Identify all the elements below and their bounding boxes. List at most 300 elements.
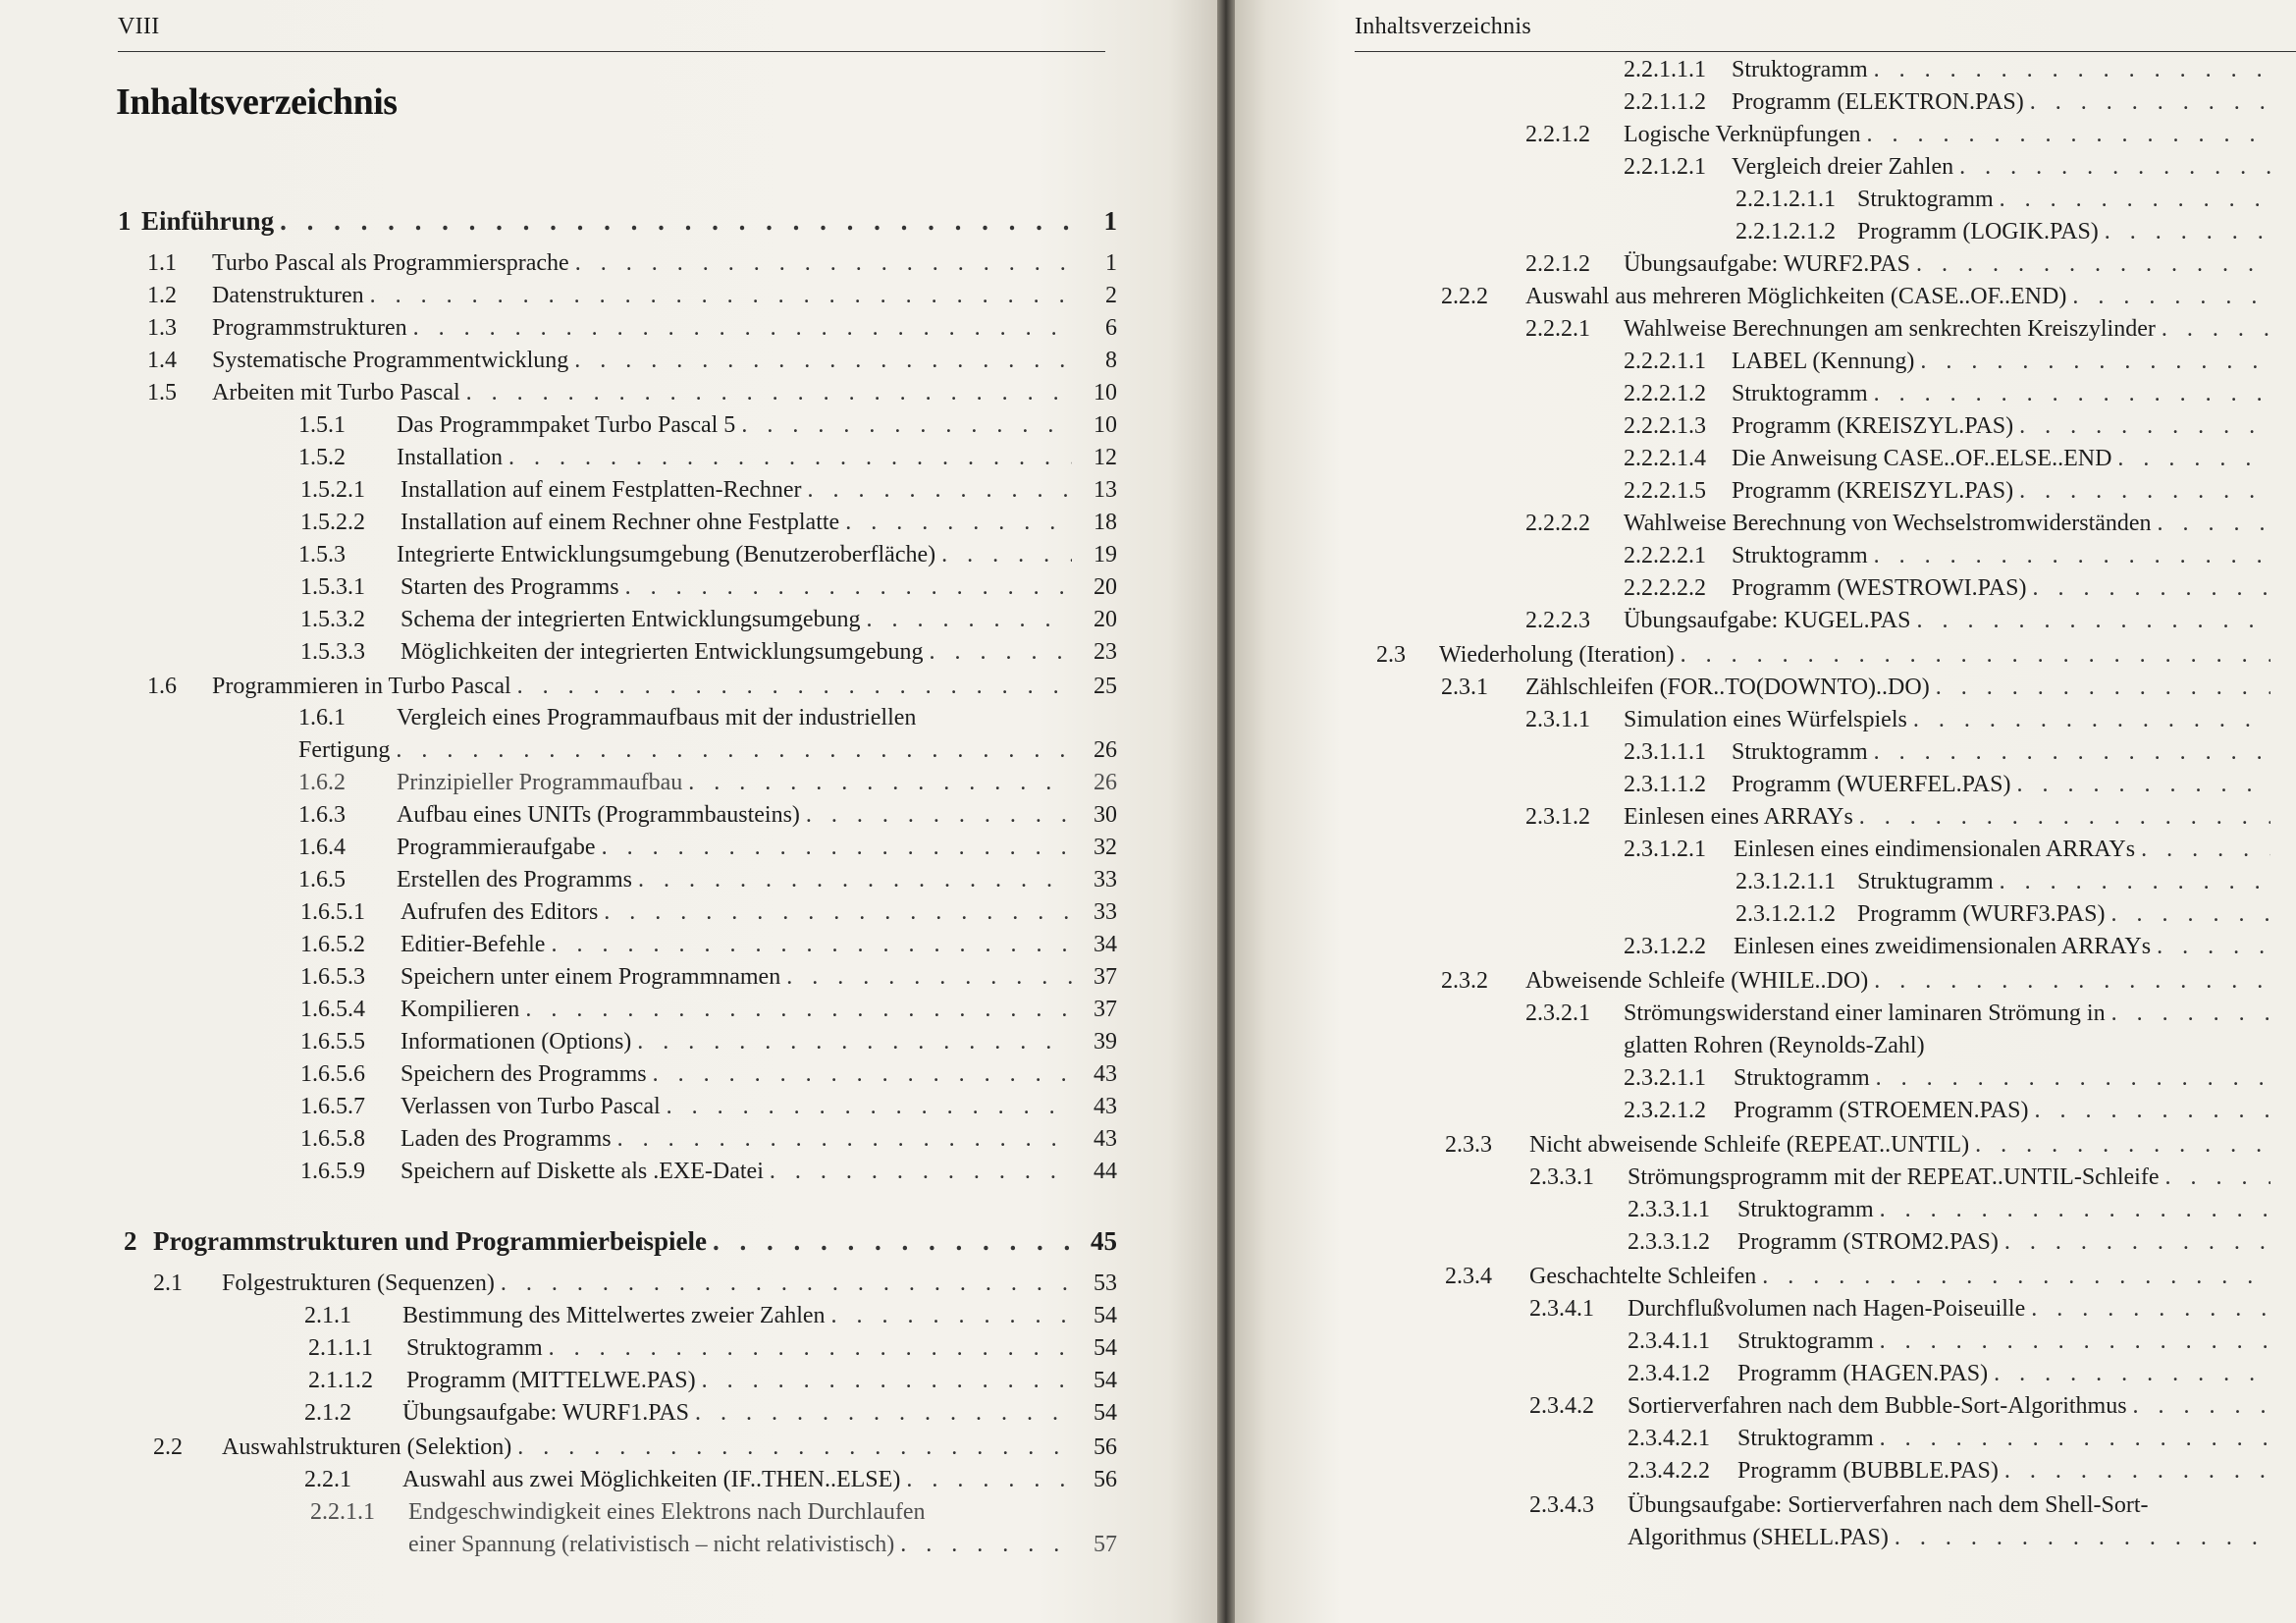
leader-dots xyxy=(549,1335,1072,1362)
toc-page-number: 54 xyxy=(1094,1400,1117,1426)
leader-dots xyxy=(702,1368,1072,1394)
leader-dots xyxy=(1975,1132,2270,1159)
toc-entry-title: Laden des Programms xyxy=(400,1126,612,1152)
toc-entry-title: Schema der integrierten Entwicklungsumgebung xyxy=(400,607,861,632)
toc-entry-title: Speichern auf Diskette als .EXE-Datei xyxy=(400,1159,764,1184)
leader-dots xyxy=(396,737,1072,764)
toc-entry-number: 2.3.1 xyxy=(1441,675,1488,700)
toc-entry xyxy=(300,477,1117,509)
toc-entry-title: Auswahlstrukturen (Selektion) xyxy=(222,1434,512,1460)
toc-entry-number: 1.3 xyxy=(147,315,177,341)
toc-entry-title: Starten des Programms xyxy=(400,574,619,600)
toc-entry xyxy=(1441,675,2296,706)
toc-entry xyxy=(300,1029,1117,1060)
toc-entry xyxy=(1624,413,2296,445)
leader-dots xyxy=(867,607,1072,633)
toc-entry-number: 2.2.2.2.2 xyxy=(1624,575,1706,601)
leader-dots xyxy=(1681,642,2270,669)
toc-entry-title: Simulation eines Würfelspiels xyxy=(1624,707,1907,732)
toc-entry xyxy=(300,607,1117,638)
toc-page-number: 6 xyxy=(1105,315,1117,341)
toc-page-number: 8 xyxy=(1105,348,1117,373)
leader-dots xyxy=(2133,1393,2270,1420)
toc-entry-number: 2.2.1.2 xyxy=(1525,251,1590,277)
toc-entry xyxy=(1628,1426,2296,1457)
toc-entry-title: Geschachtelte Schleifen xyxy=(1529,1264,1757,1289)
toc-entry xyxy=(1525,122,2296,153)
toc-entry-title: Prinzipieller Programmaufbau xyxy=(397,770,683,795)
toc-entry-title: Fertigung xyxy=(298,737,391,763)
toc-entry-title: Nicht abweisende Schleife (REPEAT..UNTIL) xyxy=(1529,1132,1970,1158)
toc-entry-number: 2.2.1.1.2 xyxy=(1624,89,1706,115)
toc-entry-number: 1.6.5.9 xyxy=(300,1159,365,1184)
toc-entry-number: 1.5.3.1 xyxy=(300,574,365,600)
toc-entry xyxy=(300,510,1117,541)
toc-entry-number: 1.1 xyxy=(147,250,177,276)
leader-dots xyxy=(2141,837,2270,863)
toc-entry-number: 2.3.1.2.1.2 xyxy=(1735,901,1836,927)
toc-entry-title: Programm (MITTELWE.PAS) xyxy=(406,1368,696,1393)
toc-page-number: 34 xyxy=(1094,932,1117,957)
toc-entry-number: 2.1.1.1 xyxy=(308,1335,373,1361)
toc-page-number: 53 xyxy=(1094,1271,1117,1296)
toc-page-number: 2 xyxy=(1105,283,1117,308)
toc-entry-number: 1.6 xyxy=(147,674,177,699)
toc-entry xyxy=(1628,1458,2296,1489)
toc-page-number: 54 xyxy=(1094,1368,1117,1393)
toc-page-number: 56 xyxy=(1094,1434,1117,1460)
toc-entry-title: glatten Rohren (Reynolds-Zahl) xyxy=(1624,1033,1925,1058)
toc-entry-number: 2.3.2.1.2 xyxy=(1624,1098,1706,1123)
toc-entry-title: Integrierte Entwicklungsumgebung (Benutzeroberfläche) xyxy=(397,542,936,568)
leader-dots xyxy=(2004,1458,2270,1485)
toc-entry-number: 1.6.5.1 xyxy=(300,899,365,925)
toc-page-number: 26 xyxy=(1094,770,1117,795)
toc-entry xyxy=(298,445,1117,476)
toc-entry-number: 2.2.2.1 xyxy=(1525,316,1590,342)
toc-entry-title: Struktogramm xyxy=(1732,57,1868,82)
leader-dots xyxy=(713,1226,1072,1257)
leader-dots xyxy=(1859,804,2270,831)
leader-dots xyxy=(2016,772,2270,798)
toc-entry-title: Abweisende Schleife (WHILE..DO) xyxy=(1525,968,1869,994)
toc-entry-title: Speichern des Programms xyxy=(400,1061,647,1087)
toc-entry-number: 1.5.3 xyxy=(298,542,346,568)
toc-page-number: 37 xyxy=(1094,997,1117,1022)
leader-dots xyxy=(602,835,1072,861)
toc-entry-title: Übungsaufgabe: WURF1.PAS xyxy=(402,1400,690,1426)
leader-dots xyxy=(1874,381,2270,407)
toc-page-number: 1 xyxy=(1103,206,1117,236)
toc-page-number: 10 xyxy=(1094,380,1117,406)
toc-entry-title: Einlesen eines zweidimensionalen ARRAYs xyxy=(1734,934,2152,959)
toc-entry xyxy=(304,1400,1117,1432)
toc-entry-title: Bestimmung des Mittelwertes zweier Zahlen xyxy=(402,1303,826,1328)
toc-entry-title: Editier-Befehle xyxy=(400,932,546,957)
toc-entry-title: Arbeiten mit Turbo Pascal xyxy=(212,380,460,406)
toc-page-number: 10 xyxy=(1094,412,1117,438)
toc-page-number: 54 xyxy=(1094,1335,1117,1361)
toc-entry-number: 1.5.2.2 xyxy=(300,510,365,535)
toc-page-number: 18 xyxy=(1094,510,1117,535)
toc-entry-number: 1.6.5.3 xyxy=(300,964,365,990)
toc-entry xyxy=(1624,837,2296,868)
toc-entry-number: 2.2.1 xyxy=(304,1467,351,1492)
toc-entry xyxy=(1735,869,2296,900)
toc-entry-number: 2.3.1.2 xyxy=(1525,804,1590,830)
toc-entry-title: Programm (HAGEN.PAS) xyxy=(1737,1361,1989,1386)
toc-entry-number: 2.3.4.3 xyxy=(1529,1492,1594,1518)
toc-entry xyxy=(298,737,1117,769)
toc-entry xyxy=(1529,1296,2296,1327)
toc-entry-number: 2.2.2.1.5 xyxy=(1624,478,1706,504)
toc-entry-title: Struktogramm xyxy=(1737,1197,1874,1222)
toc-entry xyxy=(298,705,1117,736)
toc-page-number: 43 xyxy=(1094,1126,1117,1152)
leader-dots xyxy=(551,932,1072,958)
toc-entry-title: Struktogramm xyxy=(1732,381,1868,406)
toc-chapter-entry xyxy=(118,206,1117,238)
toc-entry-number: 2.2.2.2.1 xyxy=(1624,543,1706,568)
toc-entry-number: 2.2.2.1.4 xyxy=(1624,446,1706,471)
toc-page-number: 20 xyxy=(1094,607,1117,632)
toc-page-number: 25 xyxy=(1094,674,1117,699)
leader-dots xyxy=(900,1532,1072,1558)
toc-entry xyxy=(1445,1132,2296,1163)
toc-entry-number: 2.1.2 xyxy=(304,1400,351,1426)
toc-entry-number: 1.6.5.6 xyxy=(300,1061,365,1087)
toc-entry-number: 1.6.5.5 xyxy=(300,1029,365,1055)
toc-entry-title: Installation auf einem Festplatten-Rechner xyxy=(400,477,802,503)
leader-dots xyxy=(1959,154,2270,181)
toc-entry-title: Datenstrukturen xyxy=(212,283,364,308)
leader-dots xyxy=(1880,1426,2270,1452)
leader-dots xyxy=(2105,219,2270,245)
leader-dots xyxy=(466,380,1072,406)
toc-page-number: 57 xyxy=(1094,1532,1117,1557)
toc-entry xyxy=(310,1499,1117,1531)
toc-entry xyxy=(1525,1001,2296,1032)
toc-entry-number: 1.5.3.2 xyxy=(300,607,365,632)
toc-entry-title: Wahlweise Berechnungen am senkrechten Kreiszylinder xyxy=(1624,316,2156,342)
leader-dots xyxy=(1880,1197,2270,1223)
toc-entry xyxy=(298,835,1117,866)
toc-entry-number: 1.6.1 xyxy=(298,705,346,730)
toc-entry xyxy=(1624,934,2296,965)
toc-entry-number: 2.3.4.2 xyxy=(1529,1393,1594,1419)
toc-page-number: 12 xyxy=(1094,445,1117,470)
toc-entry xyxy=(147,315,1117,347)
toc-page-number: 32 xyxy=(1094,835,1117,860)
toc-entry xyxy=(1735,219,2296,250)
leader-dots xyxy=(1874,57,2270,83)
right-page xyxy=(1235,0,2296,1623)
toc-entry-number: 2.2.2.2 xyxy=(1525,511,1590,536)
toc-entry xyxy=(300,1061,1117,1093)
toc-entry xyxy=(300,997,1117,1028)
toc-page-number: 43 xyxy=(1094,1094,1117,1119)
toc-entry-title: Informationen (Options) xyxy=(400,1029,632,1055)
toc-entry-number: 2.3.4.2.2 xyxy=(1628,1458,1710,1484)
toc-entry xyxy=(1525,707,2296,738)
toc-entry-title: Durchflußvolumen nach Hagen-Poiseuille xyxy=(1628,1296,2026,1322)
toc-entry-number: 1.6.3 xyxy=(298,802,346,828)
toc-entry xyxy=(304,1303,1117,1334)
leader-dots xyxy=(667,1094,1072,1120)
toc-entry-number: 2.2.2 xyxy=(1441,284,1488,309)
toc-entry-number: 1.6.4 xyxy=(298,835,346,860)
toc-entry-title: Übungsaufgabe: WURF2.PAS xyxy=(1624,251,1911,277)
toc-entry-number: 1.6.5.7 xyxy=(300,1094,365,1119)
left-running-head: VIII xyxy=(118,14,160,39)
toc-entry-title: Installation xyxy=(397,445,503,470)
toc-entry-number: 2.3 xyxy=(1376,642,1406,668)
leader-dots xyxy=(517,1434,1072,1461)
page-title: Inhaltsverzeichnis xyxy=(116,81,398,123)
toc-entry-number: 2.2.2.1.3 xyxy=(1624,413,1706,439)
toc-entry-title: Aufbau eines UNITs (Programmbausteins) xyxy=(397,802,800,828)
toc-entry xyxy=(1624,575,2296,607)
toc-entry-title: Struktogramm xyxy=(406,1335,543,1361)
leader-dots xyxy=(501,1271,1072,1297)
toc-page-number: 44 xyxy=(1094,1159,1117,1184)
toc-entry xyxy=(1529,1393,2296,1425)
leader-dots xyxy=(370,283,1072,309)
toc-entry-title: Auswahl aus zwei Möglichkeiten (IF..THEN..ELSE) xyxy=(402,1467,901,1492)
leader-dots xyxy=(2030,89,2270,116)
toc-entry-title: Installation auf einem Rechner ohne Festplatte xyxy=(400,510,840,535)
toc-entry-title: Kompilieren xyxy=(400,997,520,1022)
leader-dots xyxy=(2072,284,2270,310)
leader-dots xyxy=(806,802,1072,829)
leader-dots xyxy=(2000,869,2270,895)
leader-dots xyxy=(695,1400,1072,1427)
toc-entry xyxy=(298,770,1117,801)
toc-entry-number: 2.3.3 xyxy=(1445,1132,1492,1158)
toc-entry-title: Programm (KREISZYL.PAS) xyxy=(1732,478,2014,504)
toc-entry-number: 2.2.1.1 xyxy=(310,1499,375,1525)
toc-entry-number: 2 xyxy=(124,1226,137,1256)
toc-page-number: 19 xyxy=(1094,542,1117,568)
right-running-head: Inhaltsverzeichnis xyxy=(1355,14,1531,39)
toc-entry-title: Übungsaufgabe: Sortierverfahren nach dem Shell-Sort- xyxy=(1628,1492,2149,1518)
toc-entry xyxy=(1628,1229,2296,1261)
toc-entry xyxy=(1624,349,2296,380)
right-header-rule xyxy=(1355,51,2296,52)
toc-entry-number: 2.3.1.1.1 xyxy=(1624,739,1706,765)
leader-dots xyxy=(786,964,1072,991)
toc-entry xyxy=(1624,1065,2296,1097)
toc-entry-title: Vergleich eines Programmaufbaus mit der industriellen xyxy=(397,705,917,730)
leader-dots xyxy=(413,315,1072,342)
toc-entry-number: 2.1.1 xyxy=(304,1303,351,1328)
leader-dots xyxy=(575,250,1072,277)
toc-entry-number: 2.2.1.1.1 xyxy=(1624,57,1706,82)
toc-entry-number: 2.3.4.1.1 xyxy=(1628,1328,1710,1354)
toc-entry-number: 2.3.3.1.1 xyxy=(1628,1197,1710,1222)
toc-entry-title: Speichern unter einem Programmnamen xyxy=(400,964,781,990)
leader-dots xyxy=(2162,316,2270,343)
leader-dots xyxy=(831,1303,1072,1329)
leader-dots xyxy=(2157,934,2270,960)
leader-dots xyxy=(2110,901,2270,928)
toc-page-number: 23 xyxy=(1094,639,1117,665)
toc-entry xyxy=(1624,89,2296,121)
toc-entry-title: Struktugramm xyxy=(1857,869,1994,894)
toc-page-number: 20 xyxy=(1094,574,1117,600)
toc-entry-title: Sortierverfahren nach dem Bubble-Sort-Algorithmus xyxy=(1628,1393,2127,1419)
toc-entry xyxy=(300,639,1117,671)
toc-entry xyxy=(1525,511,2296,542)
toc-entry-number: 2.3.4.1.2 xyxy=(1628,1361,1710,1386)
toc-entry-title: Strömungsprogramm mit der REPEAT..UNTIL-Schleife xyxy=(1628,1164,2160,1190)
toc-page-number: 39 xyxy=(1094,1029,1117,1055)
toc-entry-title: Logische Verknüpfungen xyxy=(1624,122,1861,147)
leader-dots xyxy=(604,899,1072,926)
leader-dots xyxy=(808,477,1072,504)
toc-entry xyxy=(1624,543,2296,574)
toc-entry-title: Programmstrukturen und Programmierbeispiele xyxy=(153,1226,707,1256)
toc-entry-number: 2.3.4.1 xyxy=(1529,1296,1594,1322)
book-gutter xyxy=(1217,0,1235,1623)
toc-entry-title: Wahlweise Berechnung von Wechselstromwiderständen xyxy=(1624,511,2152,536)
toc-entry xyxy=(1628,1328,2296,1360)
toc-entry-number: 1.5.2.1 xyxy=(300,477,365,503)
toc-entry-number: 2.2.2.3 xyxy=(1525,608,1590,633)
toc-entry xyxy=(1624,1098,2296,1129)
toc-entry xyxy=(1735,187,2296,218)
leader-dots xyxy=(1895,1525,2270,1551)
leader-dots xyxy=(2019,413,2270,440)
toc-entry-number: 2.3.2.1.1 xyxy=(1624,1065,1706,1091)
leader-dots xyxy=(1874,739,2270,766)
toc-entry-number: 2.2.1.2.1.2 xyxy=(1735,219,1836,244)
leader-dots xyxy=(2164,1164,2270,1191)
leader-dots xyxy=(508,445,1072,471)
leader-dots xyxy=(930,639,1072,666)
toc-entry xyxy=(1376,642,2296,674)
toc-entry xyxy=(298,412,1117,444)
toc-entry-title: Erstellen des Programms xyxy=(397,867,632,893)
toc-entry-number: 1.5.3.3 xyxy=(300,639,365,665)
toc-entry-title: LABEL (Kennung) xyxy=(1732,349,1915,374)
leader-dots xyxy=(770,1159,1072,1185)
toc-entry-number: 2.3.2.1 xyxy=(1525,1001,1590,1026)
leader-dots xyxy=(941,542,1072,568)
toc-entry-title: Struktogramm xyxy=(1732,739,1868,765)
toc-entry-number: 2.2.1.2.1 xyxy=(1624,154,1706,180)
toc-entry xyxy=(1445,1264,2296,1295)
toc-entry-title: einer Spannung (relativistisch – nicht relativistisch) xyxy=(408,1532,895,1557)
toc-entry-number: 2.3.4 xyxy=(1445,1264,1492,1289)
toc-entry-number: 2.2 xyxy=(153,1434,183,1460)
leader-dots xyxy=(1867,122,2271,148)
toc-page-number: 54 xyxy=(1094,1303,1117,1328)
leader-dots xyxy=(638,867,1072,893)
toc-entry-title: Programm (STROM2.PAS) xyxy=(1737,1229,1999,1255)
toc-entry xyxy=(300,1159,1117,1190)
toc-entry-title: Programm (KREISZYL.PAS) xyxy=(1732,413,2014,439)
toc-entry-title: Einlesen eines eindimensionalen ARRAYs xyxy=(1734,837,2136,862)
toc-entry xyxy=(1525,608,2296,639)
toc-page-number: 26 xyxy=(1094,737,1117,763)
toc-entry-title: Turbo Pascal als Programmiersprache xyxy=(212,250,569,276)
toc-entry-title: Einlesen eines ARRAYs xyxy=(1624,804,1853,830)
toc-entry-title: Programm (WESTROWI.PAS) xyxy=(1732,575,2027,601)
toc-entry-title: Auswahl aus mehreren Möglichkeiten (CASE..OF..END) xyxy=(1525,284,2067,309)
leader-dots xyxy=(845,510,1072,536)
toc-entry-number: 1.5.2 xyxy=(298,445,346,470)
leader-dots xyxy=(1874,543,2270,569)
toc-entry-title: Endgeschwindigkeit eines Elektrons nach Durchlaufen xyxy=(408,1499,926,1525)
toc-page-number: 13 xyxy=(1094,477,1117,503)
leader-dots xyxy=(1936,675,2270,701)
toc-entry xyxy=(147,283,1117,314)
toc-entry xyxy=(300,1094,1117,1125)
toc-entry xyxy=(1441,284,2296,315)
toc-entry xyxy=(1624,446,2296,477)
leader-dots xyxy=(1876,1065,2270,1092)
toc-entry xyxy=(300,899,1117,931)
toc-entry-number: 2.2.1.2 xyxy=(1525,122,1590,147)
toc-entry xyxy=(300,574,1117,606)
toc-entry-title: Einführung xyxy=(141,206,275,236)
toc-entry-title: Struktogramm xyxy=(1732,543,1868,568)
leader-dots xyxy=(2031,1296,2270,1323)
leader-dots xyxy=(1916,251,2270,278)
toc-entry-number: 2.2.2.1.2 xyxy=(1624,381,1706,406)
toc-entry-title: Algorithmus (SHELL.PAS) xyxy=(1628,1525,1889,1550)
toc-entry xyxy=(147,674,1117,705)
toc-entry-title: Programmieren in Turbo Pascal xyxy=(212,674,511,699)
leader-dots xyxy=(637,1029,1072,1055)
toc-entry xyxy=(153,1434,1117,1466)
toc-page-number: 1 xyxy=(1105,250,1117,276)
leader-dots xyxy=(2032,575,2270,602)
toc-entry xyxy=(298,802,1117,834)
leader-dots xyxy=(653,1061,1072,1088)
toc-entry xyxy=(1624,772,2296,803)
toc-entry xyxy=(1529,1525,2296,1556)
toc-entry xyxy=(1624,154,2296,186)
toc-entry-title: Zählschleifen (FOR..TO(DOWNTO)..DO) xyxy=(1525,675,1930,700)
toc-entry xyxy=(1525,804,2296,836)
leader-dots xyxy=(574,348,1072,374)
toc-entry xyxy=(1525,251,2296,283)
toc-entry-title: Folgestrukturen (Sequenzen) xyxy=(222,1271,495,1296)
toc-entry-number: 2.2.1.2.1.1 xyxy=(1735,187,1836,212)
toc-page-number: 37 xyxy=(1094,964,1117,990)
leader-dots xyxy=(517,674,1072,700)
leader-dots xyxy=(1920,349,2270,375)
leader-dots xyxy=(2000,187,2270,213)
toc-entry-number: 2.1.1.2 xyxy=(308,1368,373,1393)
toc-entry xyxy=(1525,316,2296,348)
toc-entry-title: Wiederholung (Iteration) xyxy=(1439,642,1675,668)
toc-entry xyxy=(308,1368,1117,1399)
toc-page-number: 45 xyxy=(1091,1226,1117,1256)
toc-entry-title: Übungsaufgabe: KUGEL.PAS xyxy=(1624,608,1911,633)
toc-entry-number: 2.3.1.1 xyxy=(1525,707,1590,732)
toc-entry xyxy=(1628,1361,2296,1392)
toc-page-number: 33 xyxy=(1094,899,1117,925)
toc-entry xyxy=(147,380,1117,411)
toc-entry-number: 2.3.4.2.1 xyxy=(1628,1426,1710,1451)
toc-entry-title: Aufrufen des Editors xyxy=(400,899,599,925)
toc-entry-title: Programm (WURF3.PAS) xyxy=(1857,901,2106,927)
toc-entry-number: 2.1 xyxy=(153,1271,183,1296)
toc-entry-title: Programm (LOGIK.PAS) xyxy=(1857,219,2099,244)
